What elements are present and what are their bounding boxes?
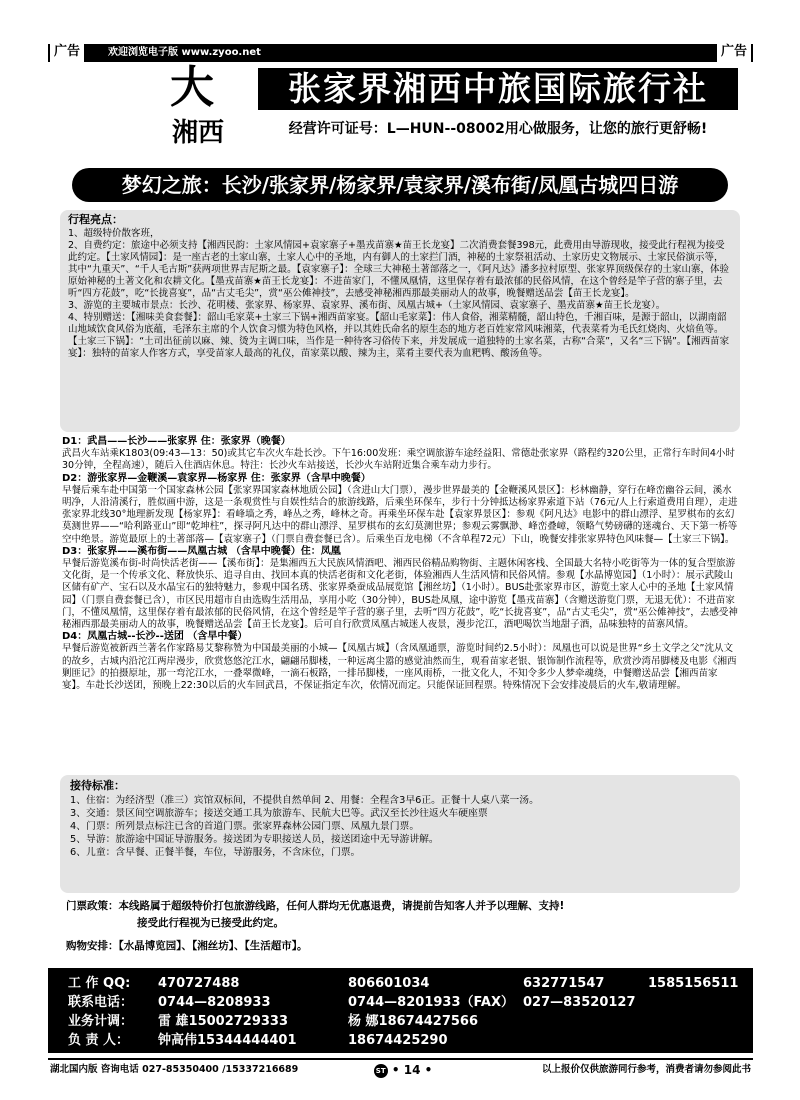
highlight-item: 3、游览的主要城市景点：长沙、花明楼、张家界、杨家界、袁家界、溪布街、凤凰古城+（土家风情园、袁家寨子、墨戎苗寨★苗王长龙宴）。 <box>68 300 666 311</box>
day-body: 早餐后游览溪布街-时尚快活老街——【溪布街】：是集湘西五大民族风情酒吧、湘西民俗精品购物街、主题休闲客栈、全国最大名特小吃街等为一体的复合型旅游文化街，是一个传承文化、释放快乐、追寻自由、找回本真的快活老街和文化老街，体验湘西人生活风情和民俗风情。参观【水晶博览园】（1小时）：展示武陵山区储有矿产、宝石以及水晶宝石的独特魅力，参观中国名琇、张家界桑蚕成品展览馆【湘丝坊】（1小时）。BUS赴张家界市区，游览土家人心中的圣地【土家风情园】（门票自费套餐已含），市区民用超市自由选购生活用品，享用小吃（30分钟），BUS赴凤凰，途中游览【墨戎苗寨】（含赠送游览门票，无退无优）：不进苗家门，不懂凤凰情，这里保存着有最浓郁的民俗风情，在这个曾经是竿子营的寨子里，去听“四方花鼓”，吃“长拢喜宴”，品“古丈毛尖”，赏“巫公傩神技”，去感受神秘湘西那最美丽动人的故事，晚餐赠送品尝【苗王长龙宴】。后可自行欣赏凤凰古城迷人夜景，漫步沱江，酒吧喝饮当地甜子酒，品味独特的苗寨风情。 <box>62 558 738 631</box>
ticket-policy-text: 本线路属于超级特价打包旅游线路，任何人群均无优惠退费，请提前告知客人并予以理解、支持! <box>118 900 565 912</box>
footer-disclaimer: 以上报价仅供旅游同行参考，消费者请勿参阅此书 <box>541 1064 751 1075</box>
logo-text: 湘西 <box>172 118 225 148</box>
website-link[interactable]: 欢迎浏览电子版 www.zyoo.net <box>108 47 261 58</box>
phone-label: 联系电话： <box>68 995 134 1010</box>
phone-number[interactable]: 0744—8201933（FAX） <box>348 995 514 1010</box>
standard-item: 1、住宿：为经济型（准三）宾馆双标间，不提供自然单间 2、用餐：全程含3早6正。正餐十人桌八菜一汤。 <box>70 795 539 806</box>
qq-number[interactable]: 1585156511 <box>648 976 739 991</box>
shopping-text: 【水晶博览园】、【湘丝坊】、【生活超市】。 <box>118 940 308 952</box>
license-slogan: 经营许可证号：L—HUN--08002用心做服务，让您的旅行更舒畅! <box>288 121 708 137</box>
standard-item: 5、导游：旅游途中国证导游服务。接送团为专职接送人员，接送团途中无导游讲解。 <box>70 834 439 845</box>
ad-label-left: 广告 <box>50 42 84 62</box>
business-contact[interactable]: 雷 雄15002729333 <box>158 1014 289 1029</box>
manager-contact[interactable]: 钟高伟15344444401 <box>158 1033 297 1048</box>
standards-title: 接待标准： <box>70 779 125 792</box>
qq-number[interactable]: 470727488 <box>158 976 240 991</box>
highlights-title: 行程亮点： <box>68 213 123 226</box>
page-number-text: • 14 • <box>391 1063 433 1077</box>
page-number <box>348 1060 458 1080</box>
shopping-label: 购物安排： <box>66 940 119 952</box>
manager-label: 负 责 人： <box>68 1033 130 1048</box>
footer-edition: 湖北国内版 咨询电话 027-85350400 /15337216689 <box>50 1064 299 1075</box>
highlights-box <box>60 210 740 432</box>
business-label: 业务计调： <box>68 1014 134 1029</box>
policy-section <box>66 898 736 955</box>
qq-number[interactable]: 632771547 <box>523 976 605 991</box>
day-body: 早餐后游览被新西兰著名作家路易艾黎称赞为中国最美丽的小城—【凤凰古城】（含凤凰通票，游览时间约2.5小时）：凤凰也可以说是世界“乡土文学之父”沈从文的故乡，古城内沿沱江两岸漫步，欣赏悠悠沱江水，翩翩吊脚楼，一种远离尘嚣的感觉油然而生，观看苗家老银、银饰制作流程等，欣赏沙湾吊脚楼及电影《湘西剿匪记》的拍摄原址，那一弯沱江水，一叠翠微峰，一滴石板路，一排吊脚楼，一座风雨桥，一批文化人，不知令多少人梦牵魂绕，中餐赠送品尝【湘西苗家宴】。车赴长沙送团，预晚上22:30以后的火车回武昌，不保证指定车次，依情况而定。只能保证回程票。特殊情况下会安排凌晨后的火车,敬请理解。 <box>62 643 737 692</box>
qq-label: 工 作 QQ: <box>68 976 131 991</box>
route-title: 梦幻之旅：长沙/张家界/杨家界/袁家界/溪布街/凤凰古城四日游 <box>72 168 728 202</box>
highlight-item: 2、自费约定：旅途中必须支持【湘西民韵：土家风情园+袁家寨子+墨戎苗寨★苗王长龙宴】二次消费套餐398元，此费用由导游现收，接受此行程视为接受此约定。【土家风情园】：是一座古老的土家山寨，土家人心中的圣地，内有御人的土家拦门酒，神秘的土家祭祖活动、土家历史文物展示、土家民俗演示等，其中“九重天”、“千人毛古斯”获两项世界吉尼斯之最。【袁家寨子】：全球三大神秘土著部落之一，《阿凡达》潘多拉村原型、张家界顶级保存的土家山寨，体验原始神秘的土著文化和农耕文化。【墨戎苗寨★苗王长龙宴】：不进苗家门，不懂凤凰情，这里保存着有最浓郁的民俗风情，在这个曾经是竿子营的寨子里，去听“四方花鼓”，吃“长拢喜宴”，品“古丈毛尖”，赏“巫公傩神技”，去感受神秘湘西那最美丽动人的故事，晚餐赠送品尝【苗王长龙宴】。 <box>68 240 729 299</box>
service-standards-box <box>60 775 740 893</box>
business-contact[interactable]: 杨 娜18674427566 <box>348 1014 479 1029</box>
itinerary <box>62 436 740 692</box>
logo-char: 大 <box>170 62 214 113</box>
day-body: 早餐后乘车赴中国第一个国家森林公园【张家界国家森林地质公园】（含进山大门票），漫步世界最美的【金鞭溪风景区】：杉林幽静，穿行在峰峦幽谷云间，溪水明净，人沿清溪行，胜似画中游，这是一条观赏性与自娱性结合的旅游线路，后乘坐环保车，步行十分钟抵达杨家界索道下站（76元/人上行索道费用自理），走进张家界北线30°地理新发现【杨家界】：看峰墙之秀，峰丛之秀，峰林之奇。再乘坐环保车赴【袁家界景区】：参观《阿凡达》电影中的群山漂浮、星罗棋布的玄幻莫测世界——“哈利路亚山”即“乾坤柱”，探寻阿凡达中的群山漂浮、星罗棋布的玄幻莫测世界；参观云雾飘渺、峰峦叠嶂，领略气势磅礴的迷魂台、天下第一桥等空中绝景。游览最原上的土著部落—【袁家寨子】（门票自费套餐已含）。后乘坐百龙电梯（不含单程72元）下山，晚餐安排张家界特色风味餐—【土家三下锅】。 <box>62 484 738 545</box>
page-footer <box>48 1058 753 1080</box>
highlight-item: 1、超级特价散客班， <box>68 228 160 239</box>
agency-name: 张家界湘西中旅国际旅行社 <box>258 68 738 110</box>
highlight-item: 4、特别赠送：【湘味美食套餐】：韶山毛家菜+土家三下锅+湘西苗家宴。【韶山毛家菜】：伟人食俗，湘菜精髓，韶山特色，千湘百味，是源于韶山，以湖南韶山地域饮食风俗为底蕴，毛泽东主席的个人饮食习惯为特色风格，并以其姓氏命名的原生态的地方老百姓家常风味湘菜，代表菜肴为毛氏红烧肉、火焙鱼等。【土家三下锅】：“土司出征前以麻、辣、烫为主调口味，当作是一种待客习俗传下来，并发展成一道独特的土家名菜，古称“合菜”，又名“三下锅”。【湘西苗家宴】：独特的苗家人作客方式，享受苗家人最高的礼仪，苗家菜以酸、辣为主，菜肴主要代表为血粑鸭、酸汤鱼等。 <box>68 312 730 359</box>
phone-number[interactable]: 027—83520127 <box>523 995 636 1010</box>
day-heading: D4：凤凰古城--长沙--送团 （含早中餐） <box>62 631 248 643</box>
standard-item: 6、儿童：含早餐、正餐半餐，车位，导游服务，不含床位，门票。 <box>70 847 361 858</box>
ad-label-right: 广告 <box>717 42 751 62</box>
manager-contact[interactable]: 18674425290 <box>348 1033 448 1048</box>
standard-item: 4、门票：所列景点标注已含的首道门票。张家界森林公园门票、凤凰九景门票。 <box>70 821 420 832</box>
phone-number[interactable]: 0744—8208933 <box>158 995 271 1010</box>
badge-icon: ST <box>374 1064 388 1078</box>
day-heading: D1：武昌——长沙——张家界 住：张家界（晚餐） <box>62 436 291 447</box>
day-heading: D2：游张家界—金鞭溪—袁家界—杨家界 住：张家界（含早中晚餐） <box>62 472 371 484</box>
contact-panel <box>48 968 753 1053</box>
qq-number[interactable]: 806601034 <box>348 976 430 991</box>
ticket-policy-label: 门票政策： <box>66 900 119 912</box>
top-banner <box>48 44 753 62</box>
day-heading: D3：张家界——溪布街——凤凰古城 （含早中晚餐）住：凤凰 <box>62 545 341 557</box>
standard-item: 3、交通：景区间空调旅游车；接送交通工具为旅游车、民航大巴等。武汉至长沙往返火车硬座票 <box>70 808 488 819</box>
ticket-policy-text-2: 接受此行程视为已接受此约定。 <box>137 917 284 929</box>
day-body: 武昌火车站乘K1803(09:43—13：50)或其它车次火车赴长沙。下午16:00发班：乘空调旅游车途经益阳、常德赴张家界（路程约320公里，正常行车时间4小时30分钟，全程高速），随后入住酒店休息。特注：长沙火车站接送，长沙火车站附近集合乘车动力步行。 <box>62 448 735 472</box>
